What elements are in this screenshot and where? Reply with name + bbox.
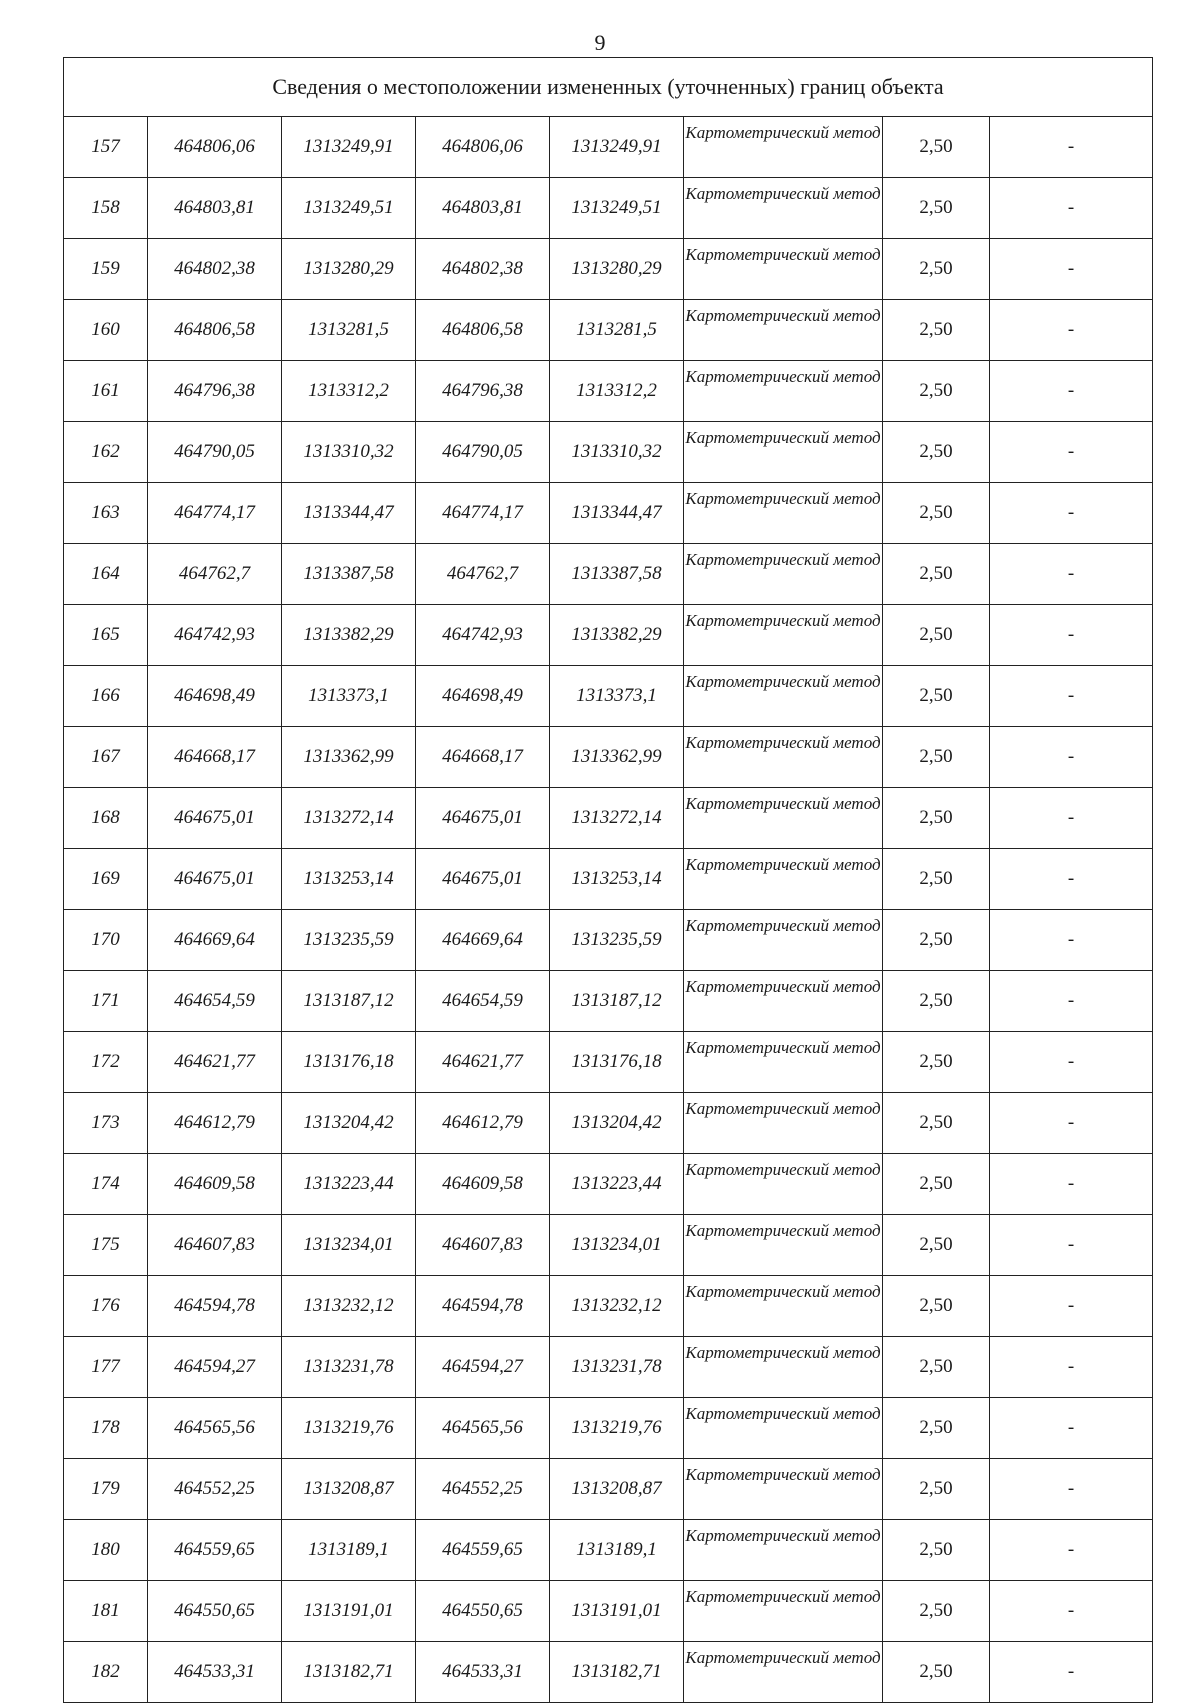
method-cell: Картометрический метод <box>684 910 883 971</box>
y-refined-cell: 1313373,1 <box>550 666 684 727</box>
point-number-cell: 166 <box>64 666 148 727</box>
accuracy-cell: 2,50 <box>883 544 990 605</box>
point-number-cell: 169 <box>64 849 148 910</box>
table-row <box>64 1459 1153 1520</box>
accuracy-cell: 2,50 <box>883 483 990 544</box>
method-cell: Картометрический метод <box>684 117 883 178</box>
accuracy-cell: 2,50 <box>883 1215 990 1276</box>
point-number-cell: 182 <box>64 1642 148 1703</box>
method-cell: Картометрический метод <box>684 239 883 300</box>
table-row <box>64 666 1153 727</box>
x-existing-cell: 464669,64 <box>148 910 282 971</box>
table-row <box>64 300 1153 361</box>
x-existing-cell: 464621,77 <box>148 1032 282 1093</box>
table-row <box>64 239 1153 300</box>
y-refined-cell: 1313387,58 <box>550 544 684 605</box>
y-existing-cell: 1313249,51 <box>282 178 416 239</box>
y-existing-cell: 1313281,5 <box>282 300 416 361</box>
point-number-cell: 160 <box>64 300 148 361</box>
table-row <box>64 1154 1153 1215</box>
y-refined-cell: 1313272,14 <box>550 788 684 849</box>
y-existing-cell: 1313232,12 <box>282 1276 416 1337</box>
y-refined-cell: 1313249,51 <box>550 178 684 239</box>
table-row <box>64 178 1153 239</box>
x-existing-cell: 464774,17 <box>148 483 282 544</box>
note-cell: - <box>990 788 1153 849</box>
method-cell: Картометрический метод <box>684 605 883 666</box>
point-number-cell: 176 <box>64 1276 148 1337</box>
note-cell: - <box>990 300 1153 361</box>
x-existing-cell: 464762,7 <box>148 544 282 605</box>
y-existing-cell: 1313182,71 <box>282 1642 416 1703</box>
method-cell: Картометрический метод <box>684 1032 883 1093</box>
point-number-cell: 174 <box>64 1154 148 1215</box>
point-number-cell: 161 <box>64 361 148 422</box>
accuracy-cell: 2,50 <box>883 727 990 788</box>
note-cell: - <box>990 1581 1153 1642</box>
accuracy-cell: 2,50 <box>883 300 990 361</box>
point-number-cell: 162 <box>64 422 148 483</box>
y-refined-cell: 1313253,14 <box>550 849 684 910</box>
table-row <box>64 849 1153 910</box>
table-row <box>64 727 1153 788</box>
x-existing-cell: 464654,59 <box>148 971 282 1032</box>
page-number: 9 <box>594 30 606 55</box>
x-refined-cell: 464621,77 <box>416 1032 550 1093</box>
method-cell: Картометрический метод <box>684 361 883 422</box>
x-refined-cell: 464802,38 <box>416 239 550 300</box>
note-cell: - <box>990 1459 1153 1520</box>
table-row <box>64 422 1153 483</box>
table-row <box>64 910 1153 971</box>
y-existing-cell: 1313373,1 <box>282 666 416 727</box>
accuracy-cell: 2,50 <box>883 1154 990 1215</box>
point-number-cell: 171 <box>64 971 148 1032</box>
y-existing-cell: 1313280,29 <box>282 239 416 300</box>
x-refined-cell: 464774,17 <box>416 483 550 544</box>
y-refined-cell: 1313189,1 <box>550 1520 684 1581</box>
x-existing-cell: 464803,81 <box>148 178 282 239</box>
point-number-cell: 175 <box>64 1215 148 1276</box>
point-number-cell: 164 <box>64 544 148 605</box>
table-row <box>64 1276 1153 1337</box>
table-row <box>64 1398 1153 1459</box>
x-refined-cell: 464559,65 <box>416 1520 550 1581</box>
note-cell: - <box>990 483 1153 544</box>
point-number-cell: 159 <box>64 239 148 300</box>
table-caption: Сведения о местоположении измененных (уточненных) границ объекта <box>64 58 1153 117</box>
x-existing-cell: 464806,58 <box>148 300 282 361</box>
x-refined-cell: 464742,93 <box>416 605 550 666</box>
y-refined-cell: 1313219,76 <box>550 1398 684 1459</box>
x-refined-cell: 464675,01 <box>416 788 550 849</box>
y-existing-cell: 1313208,87 <box>282 1459 416 1520</box>
method-cell: Картометрический метод <box>684 1337 883 1398</box>
x-existing-cell: 464533,31 <box>148 1642 282 1703</box>
table-row <box>64 1093 1153 1154</box>
y-existing-cell: 1313362,99 <box>282 727 416 788</box>
y-existing-cell: 1313382,29 <box>282 605 416 666</box>
y-refined-cell: 1313231,78 <box>550 1337 684 1398</box>
point-number-cell: 165 <box>64 605 148 666</box>
x-refined-cell: 464668,17 <box>416 727 550 788</box>
x-existing-cell: 464607,83 <box>148 1215 282 1276</box>
method-cell: Картометрический метод <box>684 788 883 849</box>
x-refined-cell: 464654,59 <box>416 971 550 1032</box>
note-cell: - <box>990 666 1153 727</box>
note-cell: - <box>990 239 1153 300</box>
note-cell: - <box>990 1398 1153 1459</box>
method-cell: Картометрический метод <box>684 849 883 910</box>
y-refined-cell: 1313232,12 <box>550 1276 684 1337</box>
y-existing-cell: 1313219,76 <box>282 1398 416 1459</box>
y-existing-cell: 1313191,01 <box>282 1581 416 1642</box>
note-cell: - <box>990 361 1153 422</box>
y-existing-cell: 1313234,01 <box>282 1215 416 1276</box>
table-row <box>64 1581 1153 1642</box>
y-existing-cell: 1313176,18 <box>282 1032 416 1093</box>
table-row <box>64 788 1153 849</box>
x-refined-cell: 464607,83 <box>416 1215 550 1276</box>
x-existing-cell: 464742,93 <box>148 605 282 666</box>
method-cell: Картометрический метод <box>684 1154 883 1215</box>
accuracy-cell: 2,50 <box>883 117 990 178</box>
accuracy-cell: 2,50 <box>883 605 990 666</box>
x-refined-cell: 464762,7 <box>416 544 550 605</box>
x-existing-cell: 464552,25 <box>148 1459 282 1520</box>
note-cell: - <box>990 117 1153 178</box>
accuracy-cell: 2,50 <box>883 178 990 239</box>
table-caption-row <box>64 58 1153 117</box>
y-refined-cell: 1313249,91 <box>550 117 684 178</box>
note-cell: - <box>990 605 1153 666</box>
note-cell: - <box>990 849 1153 910</box>
note-cell: - <box>990 422 1153 483</box>
accuracy-cell: 2,50 <box>883 1581 990 1642</box>
y-existing-cell: 1313231,78 <box>282 1337 416 1398</box>
accuracy-cell: 2,50 <box>883 239 990 300</box>
y-existing-cell: 1313187,12 <box>282 971 416 1032</box>
accuracy-cell: 2,50 <box>883 1093 990 1154</box>
accuracy-cell: 2,50 <box>883 1032 990 1093</box>
method-cell: Картометрический метод <box>684 727 883 788</box>
y-existing-cell: 1313223,44 <box>282 1154 416 1215</box>
point-number-cell: 177 <box>64 1337 148 1398</box>
y-refined-cell: 1313223,44 <box>550 1154 684 1215</box>
y-refined-cell: 1313234,01 <box>550 1215 684 1276</box>
accuracy-cell: 2,50 <box>883 422 990 483</box>
x-existing-cell: 464609,58 <box>148 1154 282 1215</box>
accuracy-cell: 2,50 <box>883 361 990 422</box>
note-cell: - <box>990 1215 1153 1276</box>
note-cell: - <box>990 1154 1153 1215</box>
note-cell: - <box>990 1337 1153 1398</box>
x-existing-cell: 464698,49 <box>148 666 282 727</box>
x-refined-cell: 464565,56 <box>416 1398 550 1459</box>
x-existing-cell: 464802,38 <box>148 239 282 300</box>
y-existing-cell: 1313312,2 <box>282 361 416 422</box>
accuracy-cell: 2,50 <box>883 788 990 849</box>
boundary-coordinates-table <box>63 57 1153 1703</box>
point-number-cell: 181 <box>64 1581 148 1642</box>
method-cell: Картометрический метод <box>684 666 883 727</box>
note-cell: - <box>990 1520 1153 1581</box>
x-existing-cell: 464612,79 <box>148 1093 282 1154</box>
x-existing-cell: 464668,17 <box>148 727 282 788</box>
method-cell: Картометрический метод <box>684 1215 883 1276</box>
accuracy-cell: 2,50 <box>883 1520 990 1581</box>
x-refined-cell: 464806,06 <box>416 117 550 178</box>
y-refined-cell: 1313187,12 <box>550 971 684 1032</box>
y-refined-cell: 1313235,59 <box>550 910 684 971</box>
x-refined-cell: 464796,38 <box>416 361 550 422</box>
accuracy-cell: 2,50 <box>883 1398 990 1459</box>
accuracy-cell: 2,50 <box>883 1642 990 1703</box>
y-refined-cell: 1313204,42 <box>550 1093 684 1154</box>
x-refined-cell: 464803,81 <box>416 178 550 239</box>
point-number-cell: 170 <box>64 910 148 971</box>
table-row <box>64 1520 1153 1581</box>
note-cell: - <box>990 544 1153 605</box>
x-existing-cell: 464806,06 <box>148 117 282 178</box>
x-existing-cell: 464675,01 <box>148 849 282 910</box>
x-refined-cell: 464533,31 <box>416 1642 550 1703</box>
point-number-cell: 158 <box>64 178 148 239</box>
y-refined-cell: 1313176,18 <box>550 1032 684 1093</box>
method-cell: Картометрический метод <box>684 1642 883 1703</box>
point-number-cell: 178 <box>64 1398 148 1459</box>
table-row <box>64 605 1153 666</box>
table-row <box>64 483 1153 544</box>
method-cell: Картометрический метод <box>684 544 883 605</box>
y-existing-cell: 1313204,42 <box>282 1093 416 1154</box>
method-cell: Картометрический метод <box>684 483 883 544</box>
table-row <box>64 361 1153 422</box>
y-existing-cell: 1313253,14 <box>282 849 416 910</box>
x-existing-cell: 464796,38 <box>148 361 282 422</box>
x-existing-cell: 464790,05 <box>148 422 282 483</box>
note-cell: - <box>990 178 1153 239</box>
method-cell: Картометрический метод <box>684 1459 883 1520</box>
note-cell: - <box>990 1276 1153 1337</box>
x-refined-cell: 464594,27 <box>416 1337 550 1398</box>
method-cell: Картометрический метод <box>684 971 883 1032</box>
y-existing-cell: 1313189,1 <box>282 1520 416 1581</box>
y-refined-cell: 1313191,01 <box>550 1581 684 1642</box>
method-cell: Картометрический метод <box>684 300 883 361</box>
method-cell: Картометрический метод <box>684 1398 883 1459</box>
x-refined-cell: 464552,25 <box>416 1459 550 1520</box>
method-cell: Картометрический метод <box>684 422 883 483</box>
y-refined-cell: 1313280,29 <box>550 239 684 300</box>
note-cell: - <box>990 910 1153 971</box>
note-cell: - <box>990 971 1153 1032</box>
y-existing-cell: 1313310,32 <box>282 422 416 483</box>
x-refined-cell: 464612,79 <box>416 1093 550 1154</box>
table-row <box>64 117 1153 178</box>
x-existing-cell: 464594,27 <box>148 1337 282 1398</box>
x-refined-cell: 464550,65 <box>416 1581 550 1642</box>
x-existing-cell: 464675,01 <box>148 788 282 849</box>
y-refined-cell: 1313312,2 <box>550 361 684 422</box>
x-existing-cell: 464565,56 <box>148 1398 282 1459</box>
y-refined-cell: 1313208,87 <box>550 1459 684 1520</box>
x-refined-cell: 464609,58 <box>416 1154 550 1215</box>
method-cell: Картометрический метод <box>684 178 883 239</box>
y-existing-cell: 1313344,47 <box>282 483 416 544</box>
note-cell: - <box>990 727 1153 788</box>
method-cell: Картометрический метод <box>684 1581 883 1642</box>
accuracy-cell: 2,50 <box>883 910 990 971</box>
x-existing-cell: 464559,65 <box>148 1520 282 1581</box>
point-number-cell: 163 <box>64 483 148 544</box>
y-refined-cell: 1313344,47 <box>550 483 684 544</box>
accuracy-cell: 2,50 <box>883 1276 990 1337</box>
point-number-cell: 179 <box>64 1459 148 1520</box>
table-row <box>64 1032 1153 1093</box>
method-cell: Картометрический метод <box>684 1276 883 1337</box>
note-cell: - <box>990 1642 1153 1703</box>
table-body <box>64 58 1153 1703</box>
x-refined-cell: 464806,58 <box>416 300 550 361</box>
y-refined-cell: 1313382,29 <box>550 605 684 666</box>
y-existing-cell: 1313249,91 <box>282 117 416 178</box>
y-existing-cell: 1313235,59 <box>282 910 416 971</box>
y-existing-cell: 1313387,58 <box>282 544 416 605</box>
table-row <box>64 1642 1153 1703</box>
x-refined-cell: 464669,64 <box>416 910 550 971</box>
accuracy-cell: 2,50 <box>883 1337 990 1398</box>
y-refined-cell: 1313362,99 <box>550 727 684 788</box>
accuracy-cell: 2,50 <box>883 971 990 1032</box>
table-row <box>64 1337 1153 1398</box>
accuracy-cell: 2,50 <box>883 849 990 910</box>
x-existing-cell: 464550,65 <box>148 1581 282 1642</box>
x-refined-cell: 464594,78 <box>416 1276 550 1337</box>
accuracy-cell: 2,50 <box>883 666 990 727</box>
x-refined-cell: 464675,01 <box>416 849 550 910</box>
table-row <box>64 1215 1153 1276</box>
y-refined-cell: 1313310,32 <box>550 422 684 483</box>
point-number-cell: 157 <box>64 117 148 178</box>
point-number-cell: 167 <box>64 727 148 788</box>
accuracy-cell: 2,50 <box>883 1459 990 1520</box>
x-refined-cell: 464790,05 <box>416 422 550 483</box>
point-number-cell: 180 <box>64 1520 148 1581</box>
point-number-cell: 173 <box>64 1093 148 1154</box>
y-existing-cell: 1313272,14 <box>282 788 416 849</box>
point-number-cell: 168 <box>64 788 148 849</box>
y-refined-cell: 1313281,5 <box>550 300 684 361</box>
note-cell: - <box>990 1093 1153 1154</box>
x-refined-cell: 464698,49 <box>416 666 550 727</box>
note-cell: - <box>990 1032 1153 1093</box>
table-row <box>64 971 1153 1032</box>
y-refined-cell: 1313182,71 <box>550 1642 684 1703</box>
x-existing-cell: 464594,78 <box>148 1276 282 1337</box>
method-cell: Картометрический метод <box>684 1520 883 1581</box>
table-row <box>64 544 1153 605</box>
point-number-cell: 172 <box>64 1032 148 1093</box>
method-cell: Картометрический метод <box>684 1093 883 1154</box>
